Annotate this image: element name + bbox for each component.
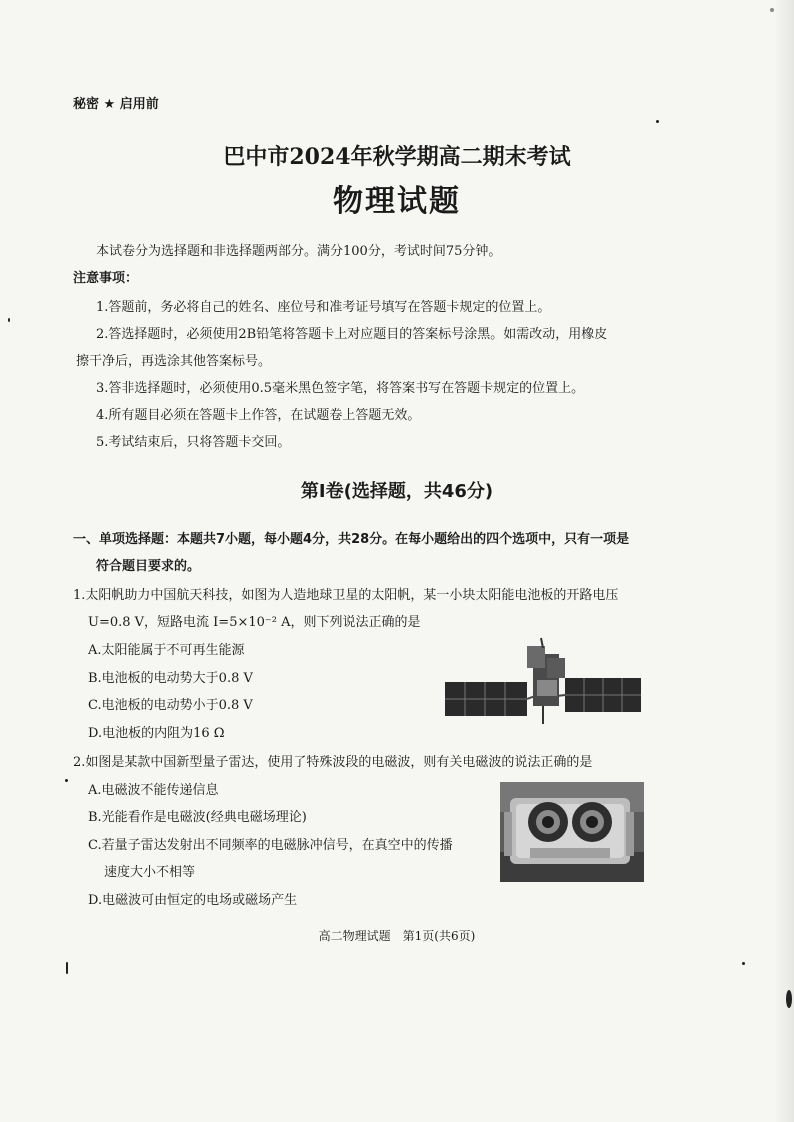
- notice-item: 3.答非选择题时，必须使用0.5毫米黑色签字笔，将答案书写在答题卡规定的位置上。: [96, 381, 585, 396]
- q1-option-c: C.电池板的电动势小于0.8 V: [88, 698, 253, 713]
- q2-option-c: C.若量子雷达发射出不同频率的电磁脉冲信号，在真空中的传播: [88, 838, 453, 853]
- notice-item: 1.答题前，务必将自己的姓名、座位号和准考证号填写在答题卡规定的位置上。: [96, 300, 551, 315]
- part-instructions-cont: 符合题目要求的。: [96, 559, 201, 574]
- q2-option-c-cont: 速度大小不相等: [104, 865, 196, 880]
- notice-item: 擦干净后，再选涂其他答案标号。: [76, 354, 272, 369]
- q2-option-a: A.电磁波不能传递信息: [88, 783, 219, 798]
- secret-label: 秘密 ★ 启用前: [73, 97, 159, 112]
- q1-option-b: B.电池板的电动势大于0.8 V: [88, 671, 253, 686]
- q1-option-d: D.电池板的内阻为16 Ω: [88, 726, 225, 741]
- section-title: 第Ⅰ卷(选择题，共46分): [300, 481, 494, 502]
- scan-speck: [770, 8, 774, 12]
- q2-option-b: B.光能看作是电磁波(经典电磁场理论): [88, 810, 307, 825]
- scan-speck: [8, 318, 10, 322]
- q1-stem-cont: U=0.8 V，短路电流 I=5×10⁻² A，则下列说法正确的是: [88, 615, 421, 630]
- q1-option-a: A.太阳能属于不可再生能源: [88, 643, 245, 658]
- notice-item: 2.答选择题时，必须使用2B铅笔将答题卡上对应题目的答案标号涂黑。如需改动，用橡皮: [96, 327, 608, 342]
- q2-option-d: D.电磁波可由恒定的电场或磁场产生: [88, 893, 298, 908]
- exam-title: 巴中市2024年秋学期高二期末考试: [223, 144, 571, 170]
- q2-stem: 2.如图是某款中国新型量子雷达，使用了特殊波段的电磁波，则有关电磁波的说法正确的是: [73, 755, 593, 770]
- notice-heading: 注意事项：: [73, 271, 139, 286]
- scan-speck: [66, 962, 68, 974]
- satellite-image: [443, 636, 643, 728]
- q1-stem: 1.太阳帆助力中国航天科技，如图为人造地球卫星的太阳帆，某一小块太阳能电池板的开路电压: [73, 588, 619, 603]
- intro-text: 本试卷分为选择题和非选择题两部分。满分100分，考试时间75分钟。: [96, 244, 502, 259]
- quantum-radar-image: [500, 782, 644, 882]
- notice-item: 5.考试结束后，只将答题卡交回。: [96, 435, 291, 450]
- page-footer: 高二物理试题 第1页(共6页): [318, 929, 476, 943]
- scan-speck: [786, 990, 792, 1008]
- scan-speck: [65, 779, 68, 782]
- notice-item: 4.所有题目必须在答题卡上作答，在试题卷上答题无效。: [96, 408, 421, 423]
- scan-speck: [742, 962, 745, 965]
- part-instructions: 一、单项选择题：本题共7小题，每小题4分，共28分。在每小题给出的四个选项中，只有一项是: [73, 532, 630, 547]
- scan-speck: [656, 120, 659, 123]
- exam-subtitle: 物理试题: [333, 184, 461, 219]
